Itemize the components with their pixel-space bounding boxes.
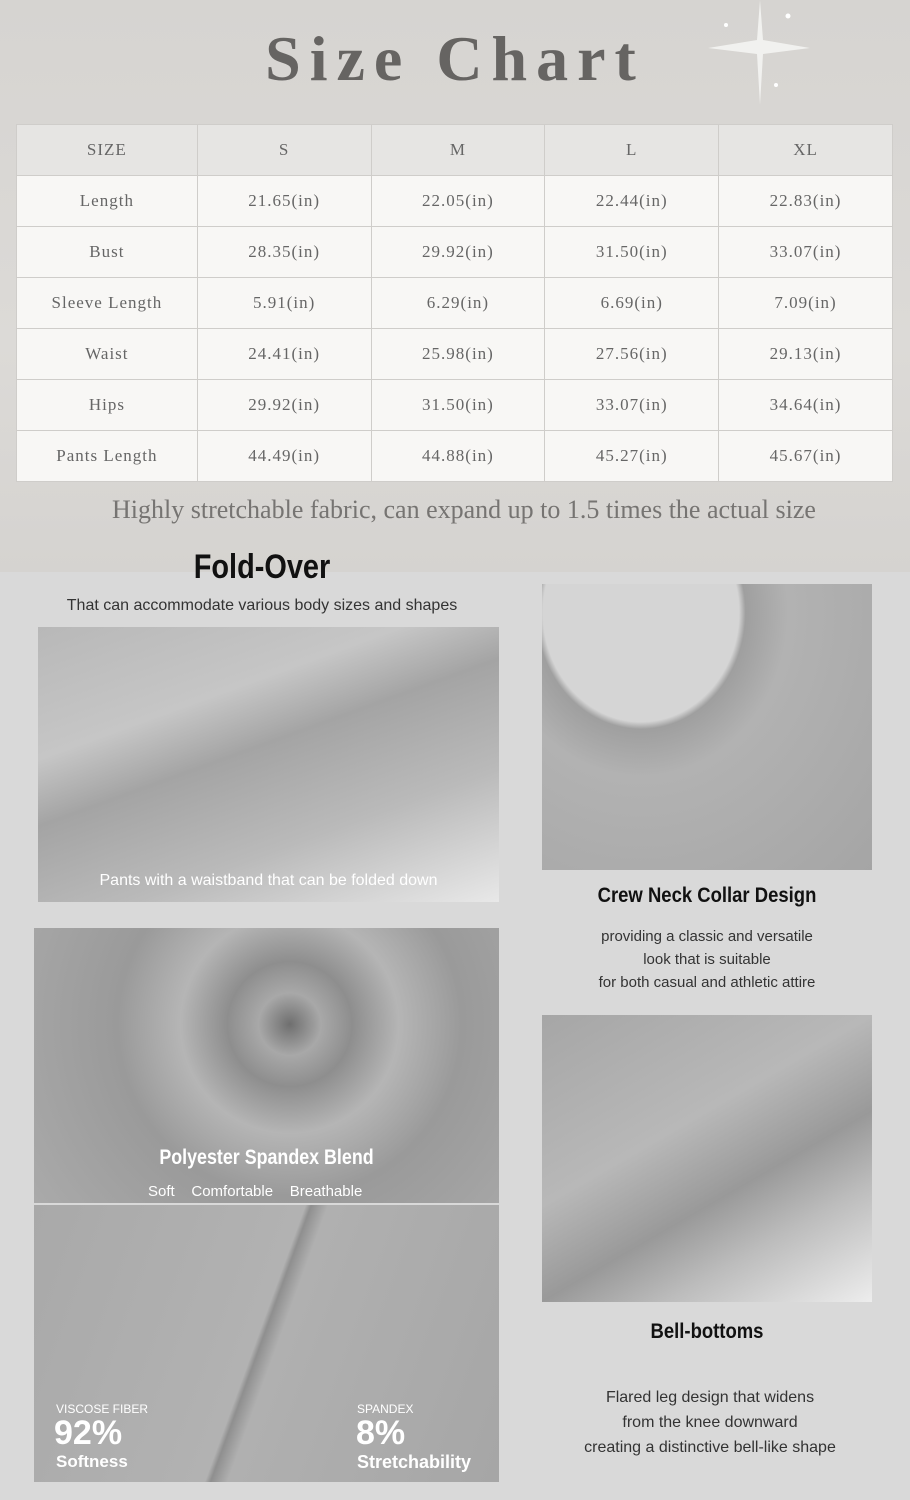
measurement-label: Sleeve Length — [17, 278, 198, 329]
crew-neck-description — [542, 925, 872, 994]
tag-breathable: Breathable — [289, 1183, 363, 1200]
measurement-label: Waist — [17, 329, 198, 380]
value-cell: 21.65(in) — [197, 176, 371, 227]
value-cell: 6.69(in) — [545, 278, 719, 329]
table-row — [17, 176, 893, 227]
value-cell: 44.88(in) — [371, 431, 545, 482]
tag-comfortable: Comfortable — [191, 1183, 274, 1200]
fabric-tags — [148, 1183, 362, 1200]
value-cell: 44.49(in) — [197, 431, 371, 482]
value-cell: 34.64(in) — [719, 380, 893, 431]
fabric-heading: Polyester Spandex Blend — [159, 1146, 374, 1169]
value-cell: 6.29(in) — [371, 278, 545, 329]
composition-label: SPANDEX — [357, 1402, 414, 1416]
composition-percent: 8% — [356, 1414, 406, 1452]
value-cell: 28.35(in) — [197, 227, 371, 278]
header-cell: XL — [719, 125, 893, 176]
measurement-label: Pants Length — [17, 431, 198, 482]
value-cell: 22.44(in) — [545, 176, 719, 227]
header-cell: M — [371, 125, 545, 176]
description-line: providing a classic and versatile — [601, 928, 813, 945]
description-line: creating a distinctive bell-like shape — [584, 1439, 836, 1456]
value-cell: 33.07(in) — [719, 227, 893, 278]
header-cell: L — [545, 125, 719, 176]
value-cell: 22.05(in) — [371, 176, 545, 227]
page-title: Size Chart — [265, 23, 645, 94]
header-cell: SIZE — [17, 125, 198, 176]
value-cell: 5.91(in) — [197, 278, 371, 329]
value-cell: 31.50(in) — [371, 380, 545, 431]
composition-percent: 92% — [54, 1414, 123, 1452]
measurement-label: Hips — [17, 380, 198, 431]
size-table — [16, 124, 893, 482]
table-header-row — [17, 125, 893, 176]
value-cell: 27.56(in) — [545, 329, 719, 380]
value-cell: 29.92(in) — [197, 380, 371, 431]
value-cell: 33.07(in) — [545, 380, 719, 431]
value-cell: 29.92(in) — [371, 227, 545, 278]
crew-neck-photo — [542, 584, 872, 870]
bell-bottoms-description — [545, 1385, 875, 1460]
value-cell: 45.67(in) — [719, 431, 893, 482]
value-cell: 24.41(in) — [197, 329, 371, 380]
fold-over-photo — [38, 627, 499, 902]
description-line: from the knee downward — [622, 1414, 798, 1431]
table-row — [17, 227, 893, 278]
crew-neck-heading: Crew Neck Collar Design — [597, 884, 817, 907]
fold-over-heading: Fold-Over — [193, 548, 331, 586]
bell-bottoms-photo — [542, 1015, 872, 1302]
description-line: for both casual and athletic attire — [598, 974, 816, 991]
value-cell: 7.09(in) — [719, 278, 893, 329]
composition-benefit: Softness — [56, 1452, 128, 1471]
tag-soft: Soft — [148, 1183, 175, 1200]
bell-bottoms-heading: Bell-bottoms — [650, 1320, 764, 1343]
fold-over-caption: Pants with a waistband that can be folded down — [99, 872, 438, 889]
fold-over-subtitle: That can accommodate various body sizes and shapes — [66, 597, 458, 614]
value-cell: 31.50(in) — [545, 227, 719, 278]
value-cell: 29.13(in) — [719, 329, 893, 380]
stretch-note: Highly stretchable fabric, can expand up to 1.5 times the actual size — [112, 495, 816, 524]
table-row — [17, 380, 893, 431]
description-line: look that is suitable — [643, 951, 771, 968]
measurement-label: Length — [17, 176, 198, 227]
composition-label: VISCOSE FIBER — [56, 1402, 149, 1416]
table-row — [17, 431, 893, 482]
value-cell: 22.83(in) — [719, 176, 893, 227]
composition-benefit: Stretchability — [357, 1452, 472, 1472]
measurement-label: Bust — [17, 227, 198, 278]
header-cell: S — [197, 125, 371, 176]
value-cell: 45.27(in) — [545, 431, 719, 482]
value-cell: 25.98(in) — [371, 329, 545, 380]
description-line: Flared leg design that widens — [605, 1389, 815, 1406]
table-row — [17, 329, 893, 380]
table-row — [17, 278, 893, 329]
sparkle-icon — [700, 0, 820, 140]
